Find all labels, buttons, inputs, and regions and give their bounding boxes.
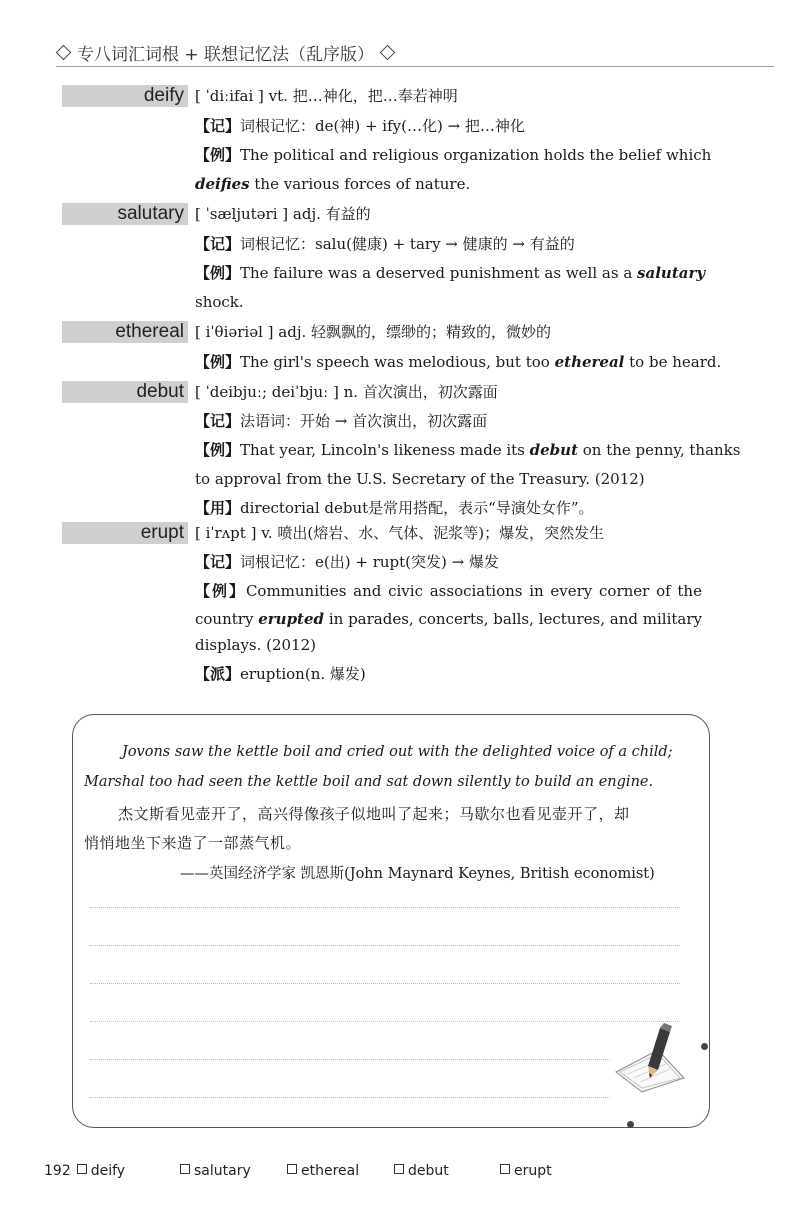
checklist-word: ethereal xyxy=(301,1163,360,1179)
memory-tag: 【记】 xyxy=(195,235,241,253)
example-text: in parades, concerts, balls, lectures, and military xyxy=(324,610,702,628)
example-line xyxy=(195,145,712,165)
memory-tag: 【记】 xyxy=(195,117,241,135)
example-text: Communities and civic associations in every corner of the xyxy=(245,582,702,600)
diamond-icon xyxy=(380,45,396,61)
usage-text: directorial debut是常用搭配，表示“导演处女作”。 xyxy=(240,499,594,517)
example-keyword: debut xyxy=(529,441,578,459)
definition: [ ˈsæljutəri ] adj. 有益的 xyxy=(195,205,371,223)
derivative-text: eruption(n. 爆发) xyxy=(240,665,366,683)
example-line: displays. (2012) xyxy=(195,636,317,654)
headword: deify xyxy=(143,85,184,106)
example-keyword: ethereal xyxy=(554,353,625,371)
corner-dot xyxy=(627,1121,634,1128)
quote-cn-line: 杰文斯看见壶开了，高兴得像孩子似地叫了起来；马歇尔也看见壶开了，却 xyxy=(118,805,630,823)
memory-text: 词根记忆：salu(健康) + tary → 健康的 → 有益的 xyxy=(240,235,575,253)
note-line xyxy=(90,945,680,946)
example-line xyxy=(195,263,706,283)
headword: erupt xyxy=(140,522,184,543)
memory-tag: 【记】 xyxy=(195,553,241,571)
footer-check-item xyxy=(494,1163,552,1179)
example-line xyxy=(195,352,722,372)
checkbox-icon[interactable] xyxy=(180,1164,190,1174)
note-line xyxy=(90,983,680,984)
diamond-icon xyxy=(56,45,72,61)
example-line: shock. xyxy=(195,293,244,311)
usage-line xyxy=(195,498,702,518)
header-rule xyxy=(56,66,774,67)
note-line xyxy=(90,907,680,908)
checklist-word: deify xyxy=(90,1163,126,1179)
example-text: That year, Lincoln's likeness made its xyxy=(240,441,530,459)
headword: debut xyxy=(136,381,184,402)
example-tag: 【例】 xyxy=(195,146,241,164)
memory-line xyxy=(195,552,702,572)
definition: [ iˈθiəriəl ] adj. 轻飘飘的，缥缈的；精致的，微妙的 xyxy=(195,323,552,341)
checkbox-icon[interactable] xyxy=(394,1164,404,1174)
note-line xyxy=(90,1059,610,1060)
quote-en-line: Jovons saw the kettle boil and cried out with the delighted voice of a child; xyxy=(122,744,673,760)
notepad-pencil-icon xyxy=(612,1022,692,1094)
example-tag: 【例】 xyxy=(195,353,241,371)
derivative-line xyxy=(195,664,702,684)
example-text: The failure was a deserved punishment as well as a xyxy=(240,264,638,282)
memory-text: 词根记忆：de(神) + ify(…化) → 把…神化 xyxy=(240,117,525,135)
note-line xyxy=(90,1021,680,1022)
usage-tag: 【用】 xyxy=(195,499,241,517)
example-keyword: deifies xyxy=(195,175,250,193)
definition: [ ˈdeibjuː; deiˈbjuː ] n. 首次演出，初次露面 xyxy=(195,383,498,401)
memory-line xyxy=(195,234,702,254)
example-line: to approval from the U.S. Secretary of the Treasury. (2012) xyxy=(195,470,645,488)
example-line xyxy=(195,609,702,629)
footer-check-item xyxy=(281,1163,359,1179)
example-keyword: erupted xyxy=(258,610,325,628)
note-line xyxy=(90,1097,610,1098)
example-text: on the penny, thanks xyxy=(578,441,741,459)
derivative-tag: 【派】 xyxy=(195,665,241,683)
example-text: country xyxy=(195,610,259,628)
memory-line xyxy=(195,411,702,431)
memory-text: 词根记忆：e(出) + rupt(突发) → 爆发 xyxy=(240,553,499,571)
corner-dot xyxy=(701,1043,708,1050)
definition: [ iˈrʌpt ] v. 喷出(熔岩、水、气体、泥浆等)；爆发，突然发生 xyxy=(195,524,605,542)
example-keyword: salutary xyxy=(637,264,706,282)
page-number: 192 xyxy=(44,1163,71,1179)
example-tag: 【例】 xyxy=(195,441,241,459)
memory-line xyxy=(195,116,702,136)
checkbox-icon[interactable] xyxy=(77,1164,87,1174)
footer-check-item xyxy=(174,1163,251,1179)
running-header xyxy=(56,40,395,65)
footer-page xyxy=(44,1163,125,1179)
checklist-word: salutary xyxy=(194,1163,251,1179)
memory-tag: 【记】 xyxy=(195,412,241,430)
definition: [ ˈdiːifai ] vt. 把…神化，把…奉若神明 xyxy=(195,87,458,105)
example-line xyxy=(195,440,741,460)
headword: ethereal xyxy=(115,321,184,342)
quote-en-line: Marshal too had seen the kettle boil and sat down silently to build an engine. xyxy=(84,774,654,790)
header-title: 专八词汇词根 + 联想记忆法（乱序版） xyxy=(77,45,375,65)
example-tag: 【例】 xyxy=(195,582,246,600)
checkbox-icon[interactable] xyxy=(500,1164,510,1174)
headword: salutary xyxy=(117,203,184,224)
example-text: to be heard. xyxy=(624,353,722,371)
example-line xyxy=(195,174,702,194)
quote-cn-line: 悄悄地坐下来造了一部蒸气机。 xyxy=(84,834,302,852)
example-text: the various forces of nature. xyxy=(249,175,471,193)
example-tag: 【例】 xyxy=(195,264,241,282)
example-line xyxy=(195,581,702,601)
example-text: The political and religious organization holds the belief which xyxy=(240,146,712,164)
quote-attribution: ——英国经济学家 凯恩斯(John Maynard Keynes, British economist) xyxy=(180,866,655,882)
checklist-word: debut xyxy=(408,1163,449,1179)
memory-text: 法语词：开始 → 首次演出，初次露面 xyxy=(240,412,488,430)
checklist-word: erupt xyxy=(514,1163,552,1179)
footer-check-item xyxy=(388,1163,449,1179)
checkbox-icon[interactable] xyxy=(287,1164,297,1174)
example-text: The girl's speech was melodious, but too xyxy=(240,353,555,371)
